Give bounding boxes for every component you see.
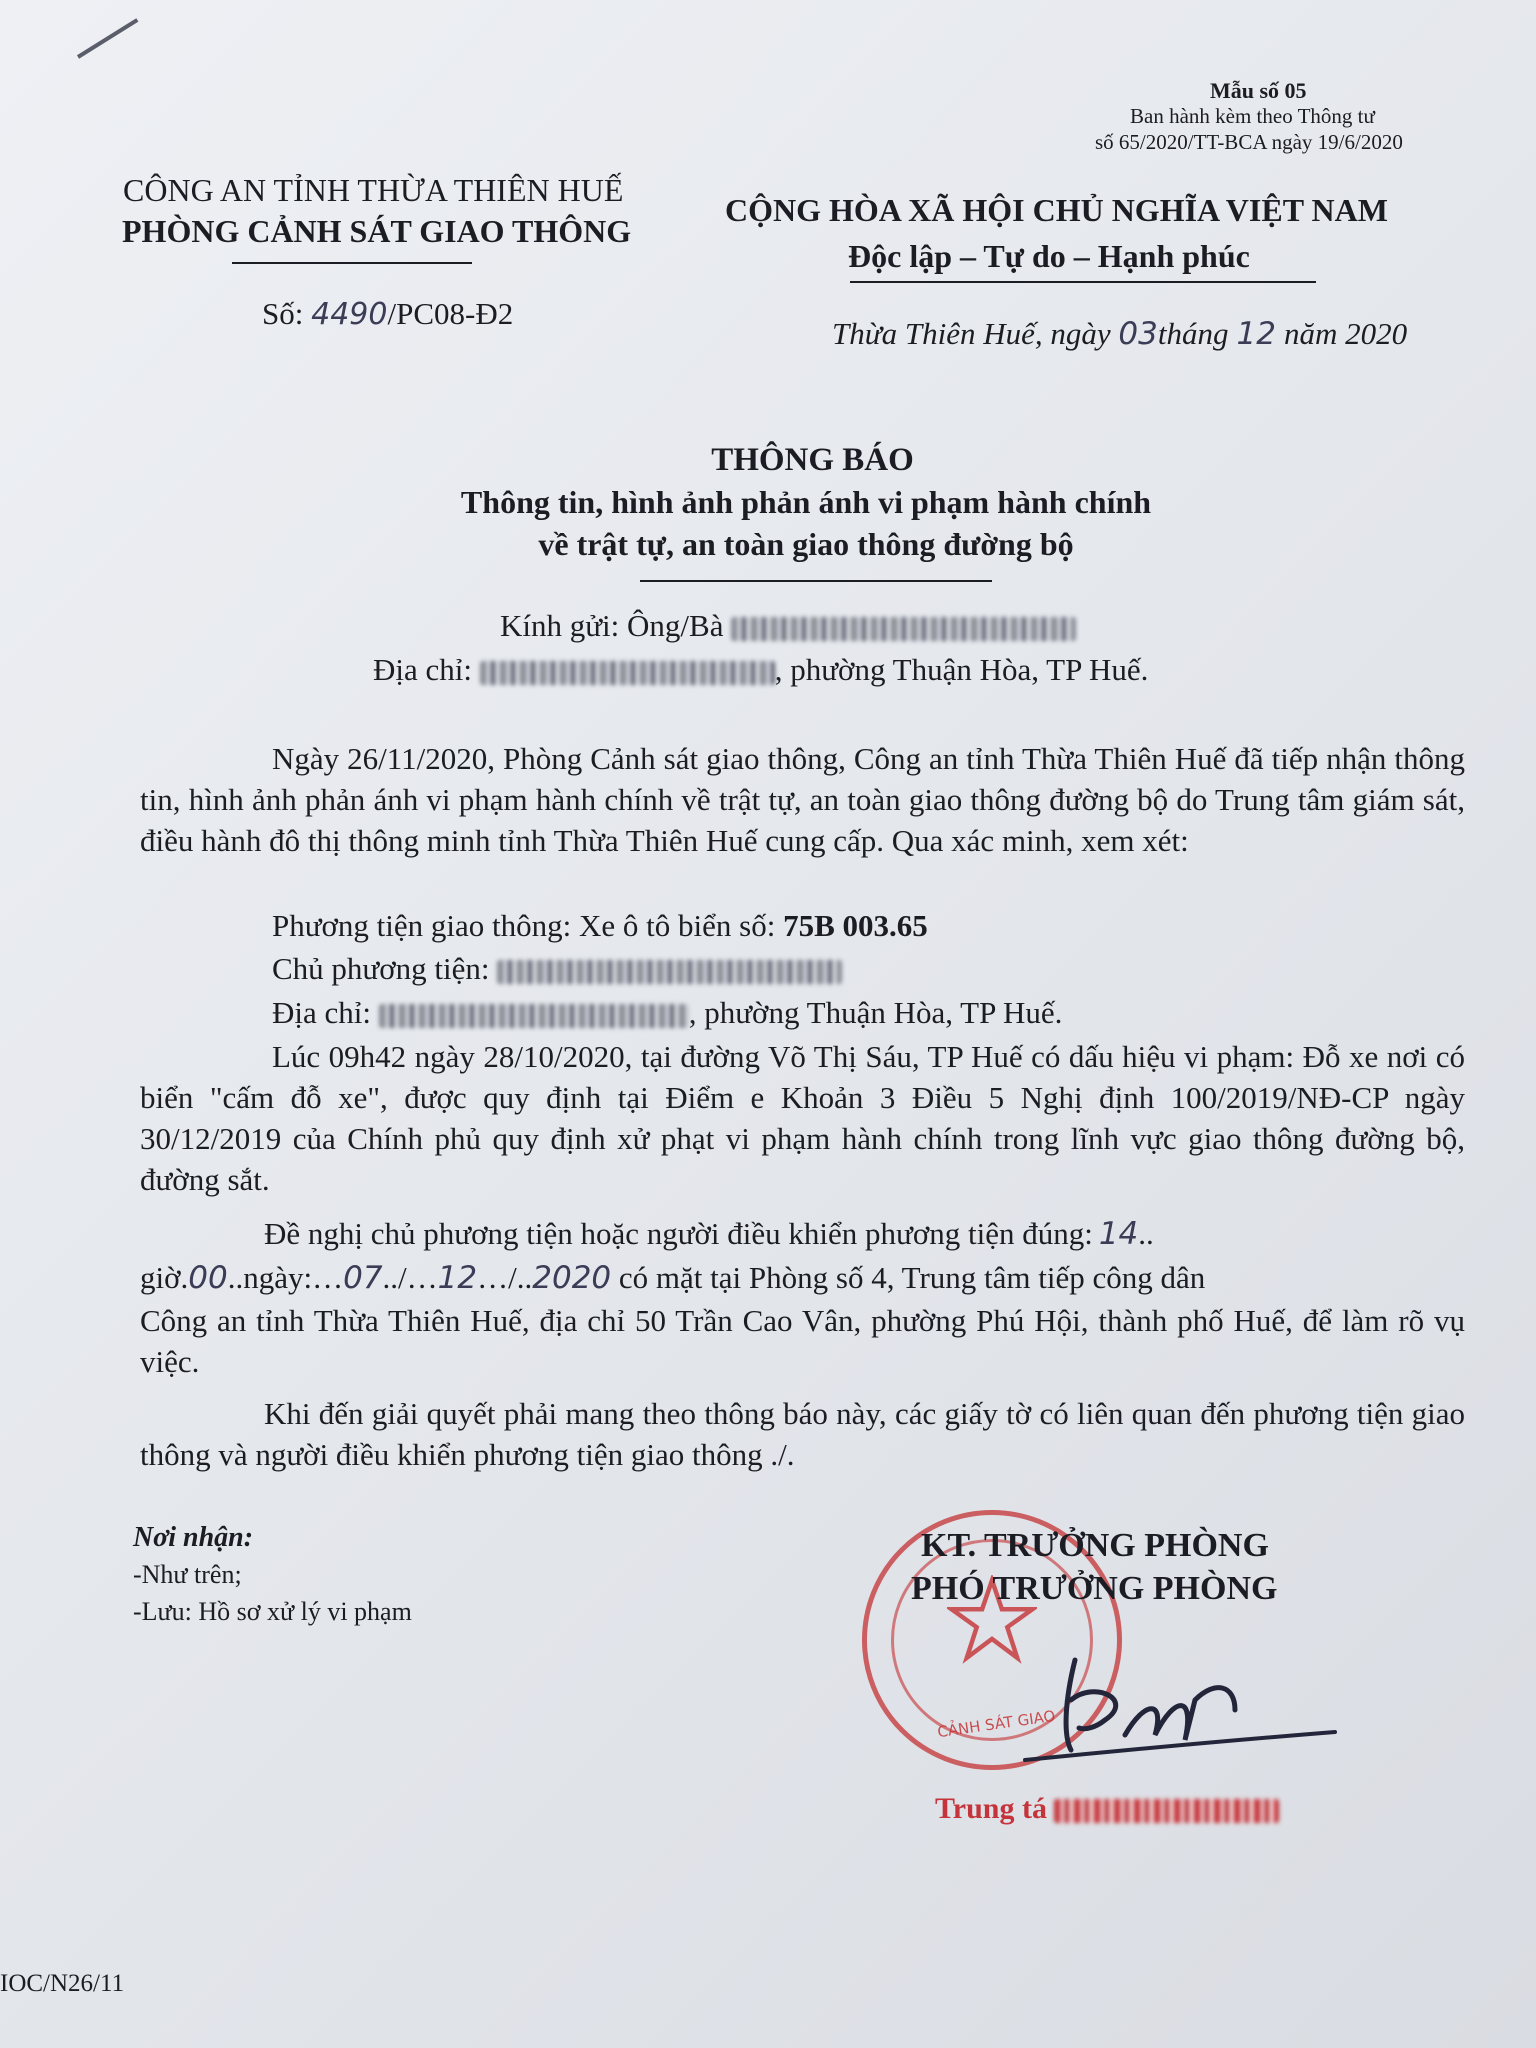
request-line-1 — [264, 1213, 1154, 1255]
recipients-item-2: -Lưu: Hồ sơ xử lý vi phạm — [133, 1597, 412, 1626]
dots-c: … — [312, 1260, 344, 1295]
notice-subtitle-1: Thông tin, hình ảnh phản ánh vi phạm hành chính — [460, 484, 1152, 520]
recipient-address-label: Địa chỉ: — [373, 652, 472, 687]
body-paragraph-violation: Lúc 09h42 ngày 28/10/2020, tại đường Võ Thị Sáu, TP Huế có dấu hiệu vi phạm: Đỗ xe nơi có biển "cấm đỗ xe", được quy định tại Điểm e Khoản 3 Điều 5 Nghị định 100/2019/NĐ-CP ngày 30/12/2019 của Chính phủ quy định xử phạt vi phạm hành chính trong lĩnh vực giao thông đường bộ, đường sắt. — [140, 1039, 1465, 1197]
form-number: Mẫu số 05 — [1210, 78, 1307, 103]
closing-paragraph: Khi đến giải quyết phải mang theo thông báo này, các giấy tờ có liên quan đến phương tiện giao thông và người điều khiển phương tiện giao thông ./. — [140, 1396, 1465, 1472]
motto-underline — [850, 281, 1316, 283]
signer-name — [935, 1792, 1279, 1826]
redacted-signer-name — [1054, 1799, 1279, 1823]
notice-subtitle-2: về trật tự, an toàn giao thông đường bộ — [538, 526, 1074, 562]
request-dots: .. — [1138, 1216, 1154, 1251]
document-date — [832, 316, 1407, 352]
request-hour: 14 — [1098, 1216, 1139, 1252]
request-continuation: Công an tỉnh Thừa Thiên Huế, địa chỉ 50 Trần Cao Vân, phường Phú Hội, thành phố Huế, để làm rõ vụ việc. — [140, 1303, 1465, 1379]
owner-address-label: Địa chỉ: — [272, 995, 371, 1030]
redacted-owner-address — [379, 1004, 689, 1028]
redacted-owner-name — [497, 960, 842, 984]
owner-label: Chủ phương tiện: — [272, 951, 490, 986]
doc-number-suffix: /PC08-Đ2 — [387, 296, 514, 331]
date-month-label: tháng — [1157, 316, 1229, 351]
agency-underline — [232, 262, 472, 264]
license-plate: 75B 003.65 — [783, 908, 928, 943]
signature-title-2: PHÓ TRƯỞNG PHÒNG — [911, 1570, 1278, 1607]
body-paragraph-intro: Ngày 26/11/2020, Phòng Cảnh sát giao thông, Công an tỉnh Thừa Thiên Huế đã tiếp nhận thông tin, hình ảnh phản ánh vi phạm hành chính về trật tự, an toàn giao thông đường bộ do Trung tâm giám sát, điều hành đô thị thông minh tỉnh Thừa Thiên Huế cung cấp. Qua xác minh, xem xét: — [140, 741, 1465, 858]
request-date-year: 2020 — [532, 1260, 612, 1296]
nation-title: CỘNG HÒA XÃ HỘI CHỦ NGHĨA VIỆT NAM — [725, 192, 1388, 228]
recipient-to — [500, 608, 1076, 644]
recipient-address — [373, 652, 1148, 688]
date-prefix: Thừa Thiên Huế, ngày — [832, 316, 1111, 351]
pen-mark — [77, 18, 138, 58]
request-gio: giờ — [140, 1260, 181, 1295]
request-date-day: 07 — [343, 1260, 383, 1296]
sep-1: ../… — [382, 1260, 438, 1295]
notice-title: THÔNG BÁO — [711, 442, 914, 478]
agency-line2: PHÒNG CẢNH SÁT GIAO THÔNG — [122, 213, 632, 249]
sep-2: …/.. — [477, 1260, 533, 1295]
form-issued-line2: số 65/2020/TT-BCA ngày 19/6/2020 — [1095, 130, 1403, 154]
date-year: năm 2020 — [1283, 316, 1408, 351]
title-underline — [640, 580, 992, 582]
handwritten-signature — [1005, 1640, 1345, 1790]
owner-line — [272, 948, 842, 989]
footer-code: IOC/N26/11 — [0, 1970, 125, 1997]
owner-address-line — [272, 992, 1062, 1033]
redacted-recipient-address — [480, 661, 775, 685]
signer-rank: Trung tá — [935, 1792, 1047, 1825]
dots-b: .. — [227, 1260, 244, 1295]
recipient-address-rest: , phường Thuận Hòa, TP Huế. — [774, 652, 1149, 687]
document-number — [262, 296, 513, 332]
request-minute: 00 — [188, 1260, 228, 1296]
stamp-text: CẢNH SÁT GIAO — [936, 1706, 1057, 1742]
recipient-to-label: Kính gửi: Ông/Bà — [500, 608, 724, 643]
request-date-month: 12 — [437, 1260, 478, 1296]
signature-title-1: KT. TRƯỞNG PHÒNG — [921, 1527, 1269, 1564]
vehicle-line — [272, 905, 928, 946]
dots-a: . — [180, 1260, 189, 1295]
request-intro: Đề nghị chủ phương tiện hoặc người điều khiển phương tiện đúng: — [264, 1216, 1093, 1251]
doc-number-prefix: Số: — [262, 296, 304, 331]
date-month: 12 — [1236, 316, 1276, 352]
form-issued-line1: Ban hành kèm theo Thông tư — [1130, 104, 1375, 128]
redacted-recipient-name — [731, 617, 1076, 641]
date-day: 03 — [1118, 316, 1158, 352]
request-rest: có mặt tại Phòng số 4, Trung tâm tiếp công dân — [618, 1260, 1206, 1295]
request-ngay: ngày: — [243, 1260, 313, 1295]
agency-line1: CÔNG AN TỈNH THỪA THIÊN HUẾ — [123, 172, 624, 208]
nation-motto: Độc lập – Tự do – Hạnh phúc — [848, 238, 1250, 274]
request-line-2 — [140, 1257, 1205, 1299]
recipients-item-1: -Như trên; — [133, 1560, 242, 1589]
vehicle-label: Phương tiện giao thông: Xe ô tô biển số: — [272, 908, 776, 943]
owner-address-rest: , phường Thuận Hòa, TP Huế. — [688, 995, 1063, 1030]
recipients-label: Nơi nhận: — [133, 1522, 254, 1553]
doc-number-handwritten: 4490 — [311, 297, 388, 332]
